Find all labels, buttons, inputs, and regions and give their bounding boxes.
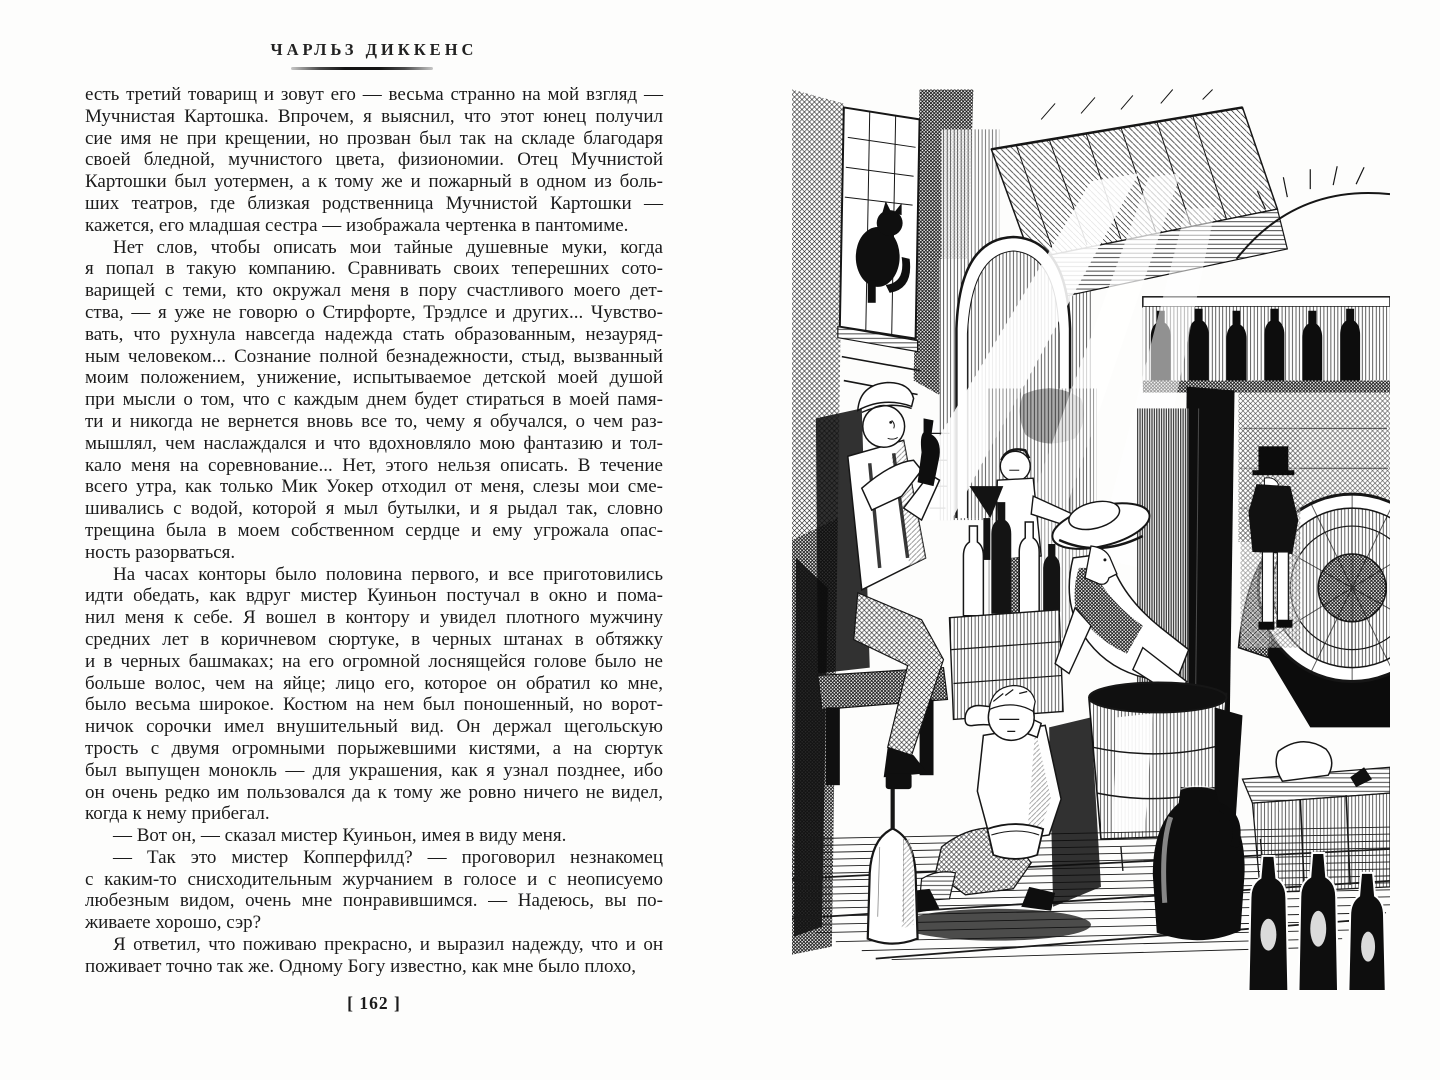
text-line: нил меня к себе. Я вошел в контору и увидел плотного мужчину — [85, 607, 663, 629]
text-line: есть третий товарищ и зовут его — весьма странно на мой взгляд — — [85, 84, 663, 105]
text-line: он очень редко им пользовался да к тому же ровно ничего не видел, — [85, 781, 663, 803]
text-line: ства, — я уже не говорю о Стирфорте, Трэдлсе и других... Чувство- — [85, 301, 663, 323]
text-line: живаете хорошо, сэр? — [85, 912, 262, 934]
text-line: и в черных башмаках; на его огромной лоснящейся голове было не — [85, 650, 663, 672]
body-text — [85, 84, 663, 978]
text-line: моим положением, унижение, испытываемое детской моей душой — [85, 367, 663, 389]
text-line: любезным видом, очень мне понравившимся. — Надеюсь, вы по- — [85, 890, 663, 912]
text-line: Я ответил, что поживаю прекрасно, и выразил надежду, что и он — [113, 934, 663, 956]
floor-bottles — [1248, 853, 1386, 990]
top-hat-figure — [1241, 428, 1301, 647]
text-line: ничок сорочки имел внушительный вид. Он держал щегольскую — [85, 716, 663, 738]
page-number: [ 162 ] — [347, 993, 401, 1013]
text-line: когда к нему прибегал. — [85, 803, 270, 825]
text-line: кажется, его младшая сестра — изображала чертенка в пантомиме. — [85, 214, 629, 236]
text-line: своей бледной, мучнистого цвета, физиономии. Отец Мучнистой — [85, 149, 663, 171]
seated-boy-with-bottle — [816, 383, 948, 786]
text-line: — Так это мистер Копперфилд? — проговорил незнакомец — [113, 846, 663, 868]
text-line: был выпущен монокль — для украшения, как я узнал позднее, ибо — [85, 759, 663, 781]
text-line: ным человеком... Сознание полной безнадежности, стыд, вызванный — [85, 345, 663, 367]
text-line: ших театров, где близкая родственница Мучнистой Картошки — — [85, 192, 663, 214]
text-line: больше волос, чем на яйце; лицо его, которое он обратил ко мне, — [85, 672, 663, 694]
text-line: ти и никогда не вернется вновь все то, чему я обучался, о чем раз- — [85, 410, 663, 432]
text-line: при мысли о том, что с каждым днем будет стираться в моей памя- — [85, 389, 663, 411]
text-line: трещина была в моем собственном сердце и ему угрожала опас- — [85, 519, 663, 541]
text-line: — Вот он, — сказал мистер Куиньон, имея в виду меня. — [113, 825, 567, 847]
text-line: было весьма широкое. Костюм на нем был поношенный, но ворот- — [85, 694, 663, 716]
text-line: кало меня на соревнование... Нет, этого нельзя описать. В течение — [85, 454, 663, 476]
text-line: варищей с теми, кто окружал меня в пору счастливого моего дет- — [85, 280, 663, 302]
text-line: всего утра, как только Мик Уокер отходил от меня, слезы мои сме- — [85, 476, 663, 498]
text-line: поживает точно так же. Одному Богу известно, как мне было плохо, — [85, 955, 637, 977]
text-line: мышлял, чем наслаждался и что вдохновляло мою фантазию и тол- — [85, 432, 663, 454]
text-line: я попал в такую компанию. Сравнивать своих теперешних сото- — [85, 258, 663, 280]
running-head: ЧАРЛЬЗ ДИККЕНС — [270, 40, 478, 59]
text-line: идти обедать, как вдруг мистер Куиньон постучал в окно и пома- — [85, 585, 663, 607]
glass-bottle — [868, 773, 918, 943]
text-line: ность разорваться. — [85, 541, 236, 563]
text-line: трость с двумя огромными порыжевшими кистями, а на сюртук — [85, 737, 663, 759]
text-line: сие имя не при крещении, но прозван был так на складе благодаря — [85, 127, 663, 149]
text-line: с каким-то снисходительным журчанием в голосе и с неописуемо — [85, 868, 663, 890]
text-line: На часах конторы было половина первого, и все приготовились — [113, 563, 663, 585]
text-line: шивались с водой, которой я мыл бутылки, и я рыдал так, словно — [85, 498, 663, 520]
text-line: Мучнистая Картошка. Впрочем, я выяснил, что этот юнец получил — [85, 105, 663, 127]
header-rule — [291, 67, 433, 70]
text-line: Картошки был уотермен, а к тому же и пожарный в одном из боль- — [85, 171, 663, 193]
text-line: Нет слов, чтобы описать мои тайные душевные муки, когда — [113, 236, 663, 258]
text-line: средних лет в коричневом сюртуке, в черных штанах в обтяжку — [85, 628, 663, 650]
text-line: вать, что рухнула навсегда надежда стать образованным, незауряд- — [85, 323, 663, 345]
warehouse-illustration — [792, 88, 1390, 990]
